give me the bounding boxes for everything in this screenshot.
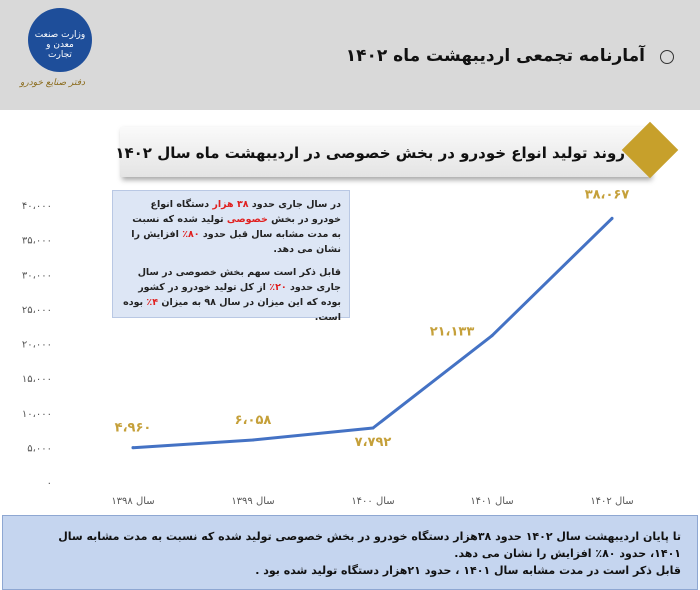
data-point [252,439,255,442]
x-axis [111,496,633,507]
data-label: ۳۸،۰۶۷ [584,187,630,203]
logo-subtext: دفتر صنایع خودرو [20,78,86,88]
summary-line-1: تا پایان اردیبهشت سال ۱۴۰۲ حدود ۳۸هزار دستگاه خودرو در بخش خصوصی تولید شده که نسبت به مدت مشابه سال [58,530,681,543]
summary-line-3: قابل ذکر است در مدت مشابه سال ۱۴۰۱ ، حدود ۲۱هزار دستگاه تولید شده بود . [255,564,681,577]
x-tick-label: سال ۱۴۰۱ [470,496,514,507]
x-tick-label: سال ۱۴۰۲ [590,496,634,507]
line-chart [0,180,700,515]
y-tick-label: ۰ [46,478,52,489]
x-tick-label: سال ۱۳۹۹ [231,496,275,507]
y-tick-label: ۴۰،۰۰۰ [21,201,52,212]
y-tick-label: ۲۵،۰۰۰ [21,304,52,316]
ministry-logo [28,8,92,72]
logo-text: وزارت صنعت معدن و تجارت [34,30,86,60]
info-box [112,190,350,323]
page-title: آمارنامه تجمعی اردیبهشت ماه ۱۴۰۲ [345,46,645,66]
data-label: ۷،۷۹۲ [354,435,392,451]
data-label: ۴،۹۶۰ [114,420,152,436]
data-label: ۶،۰۵۸ [234,413,272,429]
y-tick-label: ۵،۰۰۰ [27,443,52,455]
info-paragraph-2: قابل ذکر است سهم بخش خصوصی در سال جاری حدود ۲۰٪ از کل تولید خودرو در کشور بوده که این میزان در سال ۹۸ به میزان ۴٪ بوده است. [123,267,341,323]
y-tick-label: ۲۰،۰۰۰ [21,339,52,351]
x-tick-label: سال ۱۴۰۰ [351,496,395,507]
y-tick-label: ۳۵،۰۰۰ [21,235,52,247]
data-point [491,334,494,337]
data-label: ۲۱،۱۳۳ [429,324,475,340]
data-point [132,446,135,449]
summary-box [2,515,698,590]
y-tick-label: ۳۰،۰۰۰ [21,270,52,282]
header-bar [0,0,700,110]
x-tick-label: سال ۱۳۹۸ [111,496,155,507]
info-paragraph-1: در سال جاری حدود ۳۸ هزار دستگاه انواع خودرو در بخش خصوصی تولید شده که نسبت به مدت مشابه سال قبل حدود ۸۰٪ افزایش را نشان می دهد. [131,199,341,255]
data-point [372,427,375,430]
data-point [611,217,614,220]
chart-title: روند تولید انواع خودرو در بخش خصوصی در اردیبهشت ماه سال ۱۴۰۲ [115,144,625,162]
y-axis [22,201,52,489]
y-tick-label: ۱۵،۰۰۰ [21,374,52,386]
y-tick-label: ۱۰،۰۰۰ [21,408,52,420]
summary-line-2: ۱۴۰۱، حدود ۸۰٪ افزایش را نشان می دهد. [454,547,681,560]
bullet-icon [660,50,674,64]
